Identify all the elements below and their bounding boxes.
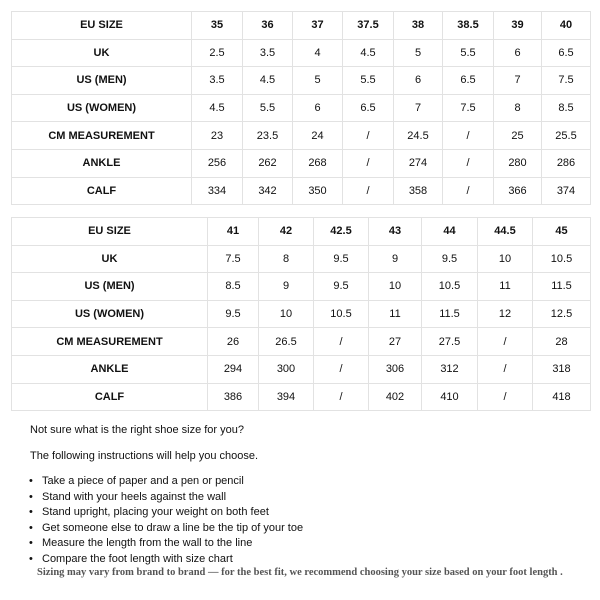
table-cell: 9: [259, 273, 314, 301]
row-header-cell: CALF: [12, 177, 192, 205]
column-header-cell: 42.5: [314, 218, 369, 246]
list-item: [29, 536, 303, 552]
column-header-cell: 35: [192, 12, 243, 40]
table-row: [12, 383, 591, 411]
table-cell: /: [343, 149, 394, 177]
measurement-steps-list: [20, 474, 303, 567]
table-cell: 27.5: [422, 328, 478, 356]
bullet-icon: •: [29, 490, 33, 503]
table-cell: 280: [494, 149, 542, 177]
table-row: [12, 355, 591, 383]
column-header-cell: 37.5: [343, 12, 394, 40]
table-cell: 410: [422, 383, 478, 411]
table-row: [12, 245, 591, 273]
column-header-cell: 43: [369, 218, 422, 246]
table-cell: /: [478, 383, 533, 411]
table-cell: 2.5: [192, 39, 243, 67]
table-cell: 8.5: [208, 273, 259, 301]
table-cell: 24.5: [394, 122, 443, 150]
column-header-cell: 45: [533, 218, 591, 246]
table-cell: 418: [533, 383, 591, 411]
table-cell: 7: [394, 94, 443, 122]
table-cell: 3.5: [192, 67, 243, 95]
row-header-cell: US (MEN): [12, 67, 192, 95]
list-item: [29, 552, 303, 568]
table-cell: /: [314, 383, 369, 411]
column-header-cell: 44: [422, 218, 478, 246]
row-header-cell: CM MEASUREMENT: [12, 328, 208, 356]
table-cell: 12.5: [533, 300, 591, 328]
table-cell: /: [443, 177, 494, 205]
bullet-icon: •: [29, 475, 33, 487]
table-cell: 268: [293, 149, 343, 177]
table-cell: 5: [293, 67, 343, 95]
table-row: [12, 94, 591, 122]
instructions-lead: The following instructions will help you choose.: [30, 450, 259, 462]
step-text: Measure the length from the wall to the line: [42, 537, 253, 549]
table-cell: 9.5: [422, 245, 478, 273]
table-cell: /: [478, 355, 533, 383]
table-cell: 11.5: [422, 300, 478, 328]
column-header-cell: 41: [208, 218, 259, 246]
step-text: Take a piece of paper and a pen or pencil: [42, 475, 244, 487]
step-text: Stand upright, placing your weight on both feet: [42, 506, 269, 518]
table-cell: 8: [259, 245, 314, 273]
table-cell: 26.5: [259, 328, 314, 356]
table-cell: 5: [394, 39, 443, 67]
column-header-cell: 38.5: [443, 12, 494, 40]
row-header-cell: EU SIZE: [12, 12, 192, 40]
table-cell: /: [343, 177, 394, 205]
table-cell: 318: [533, 355, 591, 383]
row-header-cell: UK: [12, 39, 192, 67]
table-cell: 394: [259, 383, 314, 411]
bullet-icon: •: [29, 552, 33, 565]
table-row: [12, 67, 591, 95]
size-chart-table-1-body: [12, 12, 591, 205]
column-header-cell: 37: [293, 12, 343, 40]
size-chart-table-2-body: [12, 218, 591, 411]
table-cell: 9: [369, 245, 422, 273]
table-cell: /: [314, 355, 369, 383]
table-cell: 25.5: [542, 122, 591, 150]
table-cell: 23: [192, 122, 243, 150]
table-cell: 10: [478, 245, 533, 273]
table-cell: 27: [369, 328, 422, 356]
table-row: [12, 122, 591, 150]
table-row: [12, 273, 591, 301]
table-cell: 8.5: [542, 94, 591, 122]
list-item: [29, 474, 303, 490]
table-row: [12, 328, 591, 356]
table-cell: 5.5: [343, 67, 394, 95]
row-header-cell: CM MEASUREMENT: [12, 122, 192, 150]
table-cell: /: [443, 149, 494, 177]
table-row: [12, 300, 591, 328]
table-cell: 256: [192, 149, 243, 177]
row-header-cell: CALF: [12, 383, 208, 411]
table-cell: 4.5: [243, 67, 293, 95]
table-cell: /: [443, 122, 494, 150]
column-header-cell: 38: [394, 12, 443, 40]
size-chart-table-1: [11, 11, 591, 205]
table-cell: /: [478, 328, 533, 356]
table-cell: 374: [542, 177, 591, 205]
table-cell: 6: [293, 94, 343, 122]
table-cell: 342: [243, 177, 293, 205]
table-cell: 23.5: [243, 122, 293, 150]
table-cell: 28: [533, 328, 591, 356]
column-header-cell: 39: [494, 12, 542, 40]
table-cell: 8: [494, 94, 542, 122]
table-row: [12, 149, 591, 177]
table-cell: 10.5: [314, 300, 369, 328]
table-row: [12, 12, 591, 40]
table-cell: 4.5: [343, 39, 394, 67]
table-cell: 358: [394, 177, 443, 205]
table-row: [12, 218, 591, 246]
table-cell: 4: [293, 39, 343, 67]
table-cell: 12: [478, 300, 533, 328]
table-row: [12, 177, 591, 205]
step-text: Get someone else to draw a line be the tip of your toe: [42, 521, 304, 534]
table-cell: 10: [259, 300, 314, 328]
list-item: [29, 521, 304, 537]
row-header-cell: EU SIZE: [12, 218, 208, 246]
bullet-icon: •: [29, 521, 33, 534]
table-cell: 300: [259, 355, 314, 383]
table-cell: 24: [293, 122, 343, 150]
table-cell: 10.5: [533, 245, 591, 273]
row-header-cell: ANKLE: [12, 149, 192, 177]
column-header-cell: 42: [259, 218, 314, 246]
table-cell: 294: [208, 355, 259, 383]
table-cell: 5.5: [243, 94, 293, 122]
row-header-cell: ANKLE: [12, 355, 208, 383]
table-cell: 25: [494, 122, 542, 150]
column-header-cell: 40: [542, 12, 591, 40]
row-header-cell: US (WOMEN): [12, 94, 192, 122]
table-cell: 334: [192, 177, 243, 205]
table-cell: 286: [542, 149, 591, 177]
table-cell: 402: [369, 383, 422, 411]
table-cell: 26: [208, 328, 259, 356]
row-header-cell: UK: [12, 245, 208, 273]
table-cell: 9.5: [314, 273, 369, 301]
table-cell: 312: [422, 355, 478, 383]
sizing-note: Sizing may vary from brand to brand — for the best fit, we recommend choosing your size based on your foot length .: [37, 567, 563, 578]
table-cell: 350: [293, 177, 343, 205]
table-cell: /: [343, 122, 394, 150]
table-cell: 7.5: [443, 94, 494, 122]
table-cell: 4.5: [192, 94, 243, 122]
table-cell: 10.5: [422, 273, 478, 301]
size-chart-table-2: [11, 217, 591, 411]
table-cell: 262: [243, 149, 293, 177]
table-cell: 6: [494, 39, 542, 67]
table-cell: 274: [394, 149, 443, 177]
size-question: Not sure what is the right shoe size for you?: [30, 424, 244, 436]
table-cell: 6.5: [443, 67, 494, 95]
table-cell: 7: [494, 67, 542, 95]
list-item: [29, 505, 303, 521]
table-cell: 5.5: [443, 39, 494, 67]
table-cell: 7.5: [542, 67, 591, 95]
table-cell: 11: [369, 300, 422, 328]
table-cell: 10: [369, 273, 422, 301]
table-row: [12, 39, 591, 67]
table-cell: 11.5: [533, 273, 591, 301]
table-cell: 7.5: [208, 245, 259, 273]
table-cell: 9.5: [208, 300, 259, 328]
table-cell: /: [314, 328, 369, 356]
table-cell: 6.5: [343, 94, 394, 122]
table-cell: 366: [494, 177, 542, 205]
table-cell: 6.5: [542, 39, 591, 67]
table-cell: 306: [369, 355, 422, 383]
column-header-cell: 44.5: [478, 218, 533, 246]
table-cell: 6: [394, 67, 443, 95]
table-cell: 9.5: [314, 245, 369, 273]
row-header-cell: US (WOMEN): [12, 300, 208, 328]
column-header-cell: 36: [243, 12, 293, 40]
bullet-icon: •: [29, 537, 33, 549]
table-cell: 386: [208, 383, 259, 411]
table-cell: 11: [478, 273, 533, 301]
table-cell: 3.5: [243, 39, 293, 67]
row-header-cell: US (MEN): [12, 273, 208, 301]
list-item: [29, 490, 303, 506]
bullet-icon: •: [29, 506, 33, 518]
step-text: Stand with your heels against the wall: [42, 490, 227, 503]
step-text: Compare the foot length with size chart: [42, 552, 233, 565]
